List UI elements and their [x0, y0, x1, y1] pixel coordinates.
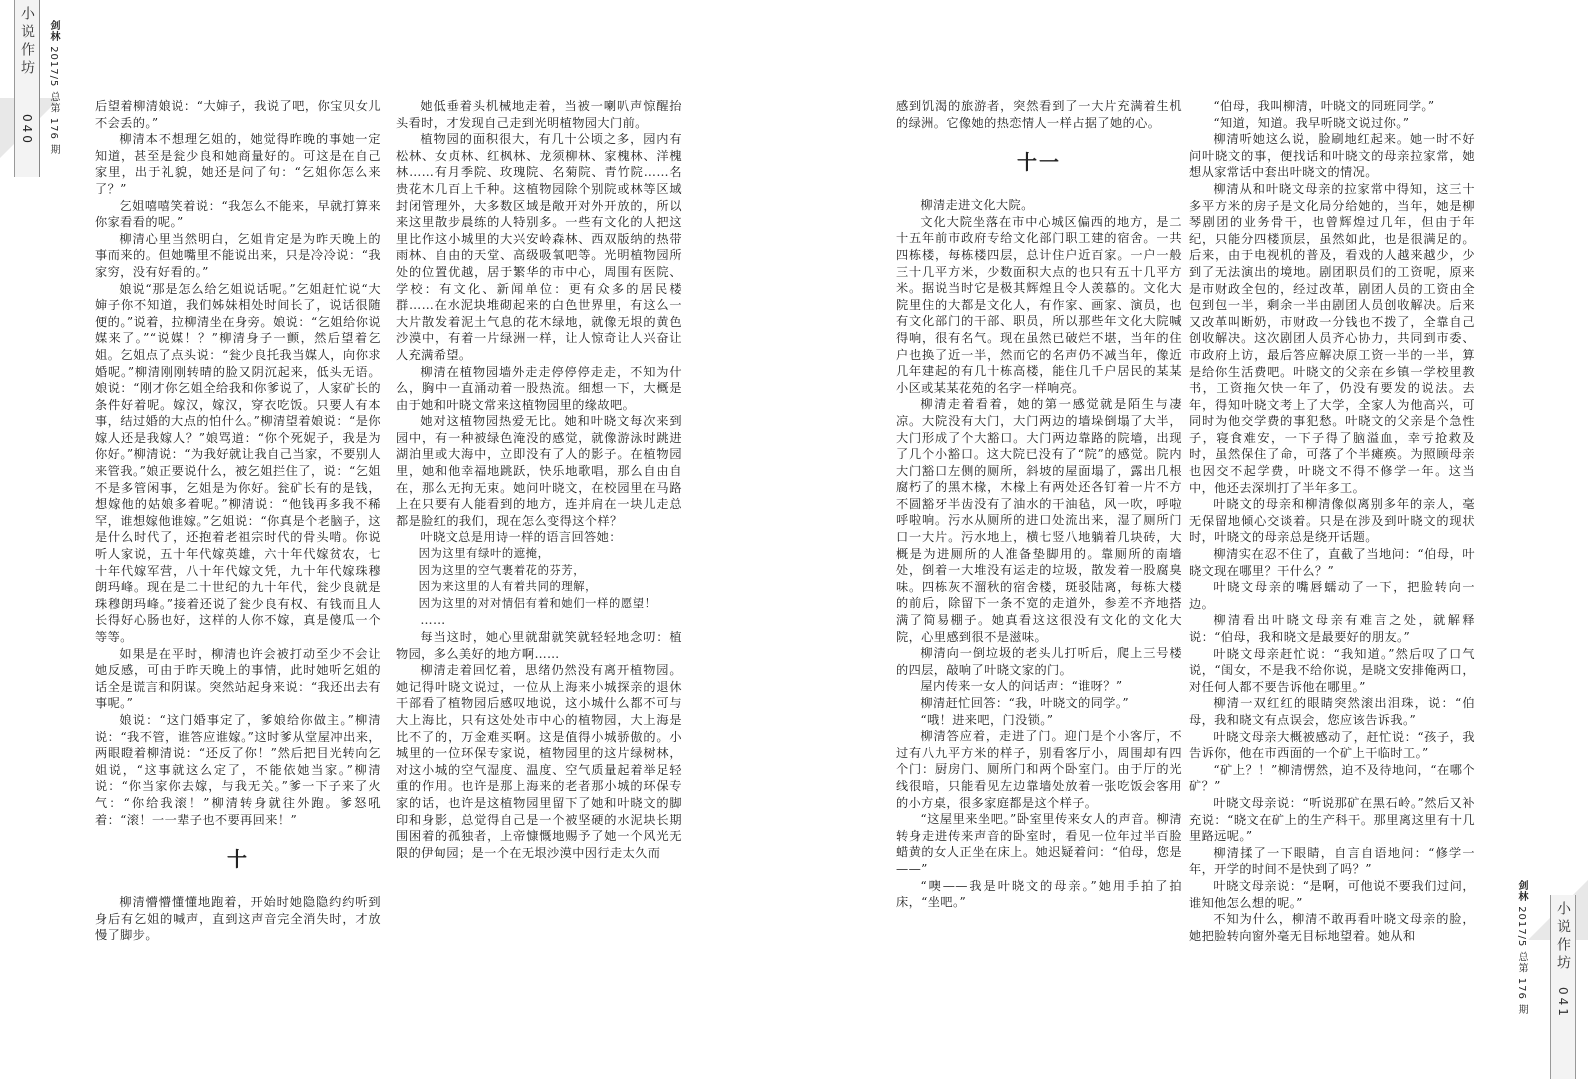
- paragraph: 娘说“那是怎么给乞姐说话呢。”乞姐赶忙说“大婶子你不知道，我们姊妹相处时间长了，说话很随便的。”说着，拉柳清坐在身旁。娘说：“乞姐给你说媒来了。”“说媒！？”柳清身子一颤，然后望着乞姐。乞姐点了点头说：“瓮少良托我当媒人，向你求婚呢。”柳清刚刚转晴的脸又阴沉起来，低头无语。娘说：“刚才你乞姐全给我和你爹说了，人家矿长的条件好着呢。嫁汉，嫁汉，穿衣吃饭。只要人有本事，结过婚的大点的怕什么。”柳清望着娘说：“是你嫁人还是我嫁人？”娘骂道：“你个死妮子，我是为你好。”柳清说：“为我好就让我自己当家，不要别人来管我。”娘正要说什么，被乞姐拦住了，说：“乞姐不是多管闲事，乞姐是为你好。瓮矿长有的是钱，想嫁他的姑娘多着呢。”柳清说：“他钱再多我不稀罕，谁想嫁他谁嫁。”乞姐说：“你真是个老脑子，这是什么时代了，还抱着老祖宗时代的骨头啃。你说听人家说，五十年代嫁英雄，六十年代嫁贫农，七十年代嫁军营，八十年代嫁文凭，九十年代嫁珠穆朗玛峰。现在是二十世纪的九十年代，瓮少良就是珠穆朗玛峰。”接着还说了瓮少良有权、有钱而且人长得好心肠也好，这样的人你不嫁，真是傻瓜一个等等。: [95, 281, 381, 644]
- total-issue: 总第 176 期: [1516, 951, 1527, 1016]
- paragraph: “伯母，我叫柳清，叶晓文的同班同学。”: [1213, 99, 1435, 113]
- paragraph: 如果是在平时，柳清也许会被打动至少不会让她反感，可由于昨天晚上的事情，此时她听乞姐的话全是谎言和阴谋。突然站起身来说：“我还出去有事呢。”: [95, 646, 381, 711]
- paragraph: 每当这时，她心里就甜就笑就轻轻地念叨：植物园，多么美好的地方啊……: [396, 630, 682, 661]
- section-tab-label: 小说作坊: [19, 6, 35, 78]
- poem-line: 因为这里有绿叶的遮掩，: [418, 547, 550, 561]
- paragraph: 她对这植物园热爱无比。她和叶晓文每次来到园中，有一种被绿色淹没的感觉，就像游泳时跳进湖泊里或大海中，立即没有了人的影子。在植物园里，她和他幸福地跳跃，快乐地歌唱，那么自由自在，那么无拘无束。她问叶晓文，在校园里在马路上在只要有人能看到的地方，连并肩在一块儿走总都是脸红的我们，现在怎么变得这个样？: [396, 414, 682, 528]
- page-number-left-wrap: [20, 100, 34, 146]
- paragraph: “噢——我是叶晓文的母亲。”她用手拍了拍床，“坐吧。”: [896, 878, 1182, 910]
- poem-line: 因为来这里的人有着共同的理解，: [418, 580, 598, 594]
- paragraph: 不知为什么，柳清不敢再看叶晓文母亲的脸，她把脸转向窗外毫无目标地望着。她从和: [1189, 912, 1475, 943]
- paragraph: 柳清懵懵懂懂地跑着，开始时她隐隐约约听到身后有乞姐的喊声，直到这声音完全消失时，才放慢了脚步。: [95, 895, 381, 943]
- paragraph: 娘说：“这门婚事定了，爹娘给你做主。”柳清说：“我不管，谁答应谁嫁。”这时爹从堂屋冲出来，两眼瞪着柳清说：“还反了你！”然后把目光转向乞姐说，“这事就这么定了，不能依她当家。”柳清说：“你当家你去嫁，与我无关。”爹一下子来了火气：“你给我滚！”柳清转身就往外跑。爹怒吼着：“滚！一一辈子也不要再回来！”: [95, 712, 381, 827]
- paragraph: “知道，知道。我早听晓文说过你。”: [1213, 115, 1410, 130]
- section-number: 十一: [1017, 150, 1061, 175]
- text-column-2: [396, 98, 682, 1003]
- ellipsis-line: ……: [420, 613, 446, 628]
- paragraph: 叶晓文母亲说：“是啊，可他说不要我们过问，谁知他怎么想的呢。”: [1189, 878, 1475, 910]
- paragraph: “这屋里来坐吧。”卧室里传来女人的声音。柳清转身走进传来声音的卧室时，看见一位年过半百脸蜡黄的女人正坐在床上。她迟疑着问：“伯母，您是——”: [896, 812, 1182, 876]
- poem-line: 因为这里的空气裹着花的芬芳，: [418, 563, 586, 577]
- text-column-4: [1189, 98, 1475, 1003]
- paragraph: 文化大院坐落在市中心城区偏西的地方，是二十五年前市政府专给文化部门职工建的宿舍。一共四栋楼，每栋楼四层，总计住户近百家。一户一般三十几平方米，少数面积大点的也只有五十几平方米。据说当时它是极其辉煌且令人羡慕的。文化大院里住的大都是文化人，有作家、画家、演员，也有文化部门的干部、职员，所以那些年文化大院喊得响，很有名气。现在虽然已破烂不堪，当年的住户也换了近一半，然而它的名声仍不减当年，像近几年建起的有几十栋高楼，能住几千户居民的某某小区或某某花苑的名字一样响亮。: [896, 214, 1182, 395]
- section-tab-right: [1550, 895, 1576, 1079]
- text-column-1: [95, 98, 381, 1003]
- poem-line: 因为这里的对对情侣有着和她们一样的愿望！: [418, 596, 657, 610]
- paragraph: 柳清实在忍不住了，直截了当地问：“伯母，叶晓文现在哪里？干什么？”: [1189, 547, 1475, 578]
- right-page: [794, 0, 1588, 1078]
- issue-number: 2017/5: [1516, 906, 1527, 948]
- running-head-right: [1514, 880, 1529, 1015]
- paragraph: 叶晓文母亲的嘴唇蠕动了一下，把脸转向一边。: [1189, 580, 1475, 611]
- paragraph: 叶晓文母亲说：“听说那矿在黑石岭。”然后又补充说：“晓文在矿上的生产科干。那里离这里有十几里路远呢。”: [1189, 795, 1475, 844]
- paragraph: 柳清揉了一下眼睛，自言自语地问：“修学一年，开学的时间不是快到了吗？”: [1189, 845, 1475, 877]
- text-column-3: [896, 98, 1182, 1003]
- paragraph: 柳清一双红红的眼睛突然滚出泪珠，说：“伯母，我和晓文有点误会，您应该告诉我。”: [1189, 696, 1475, 727]
- issue-number: 2017/5: [48, 46, 59, 88]
- paragraph: 她低垂着头机械地走着，当被一喇叭声惊醒抬头看时，才发现自己走到光明植物园大门前。: [396, 99, 682, 130]
- total-issue: 总第 176 期: [48, 91, 59, 156]
- paragraph: 屋内传来一女人的问话声：“谁呀？”: [920, 679, 1123, 694]
- paragraph: 叶晓文总是用诗一样的语言回答她：: [420, 530, 622, 545]
- page-number-left: 040: [20, 114, 34, 146]
- paragraph: 乞姐嘻嘻笑着说：“我怎么不能来，早就打算来你家看看的呢。”: [95, 198, 381, 230]
- paragraph: 柳清听她这么说，脸刷地红起来。她一时不好问叶晓文的事，便找话和叶晓文的母亲拉家常，她想从家常话中套出叶晓文的情况。: [1189, 132, 1475, 180]
- paragraph: 感到饥渴的旅游者，突然看到了一大片充满着生机的绿洲。它像她的热恋情人一样占据了她的心。: [896, 99, 1182, 130]
- paragraph: 柳清赶忙回答：“我，叶晓文的同学。”: [920, 696, 1129, 710]
- running-head-left: [46, 20, 61, 155]
- paragraph: 柳清心里当然明白，乞姐肯定是为昨天晚上的事而来的。但她嘴里不能说出来，只是冷冷说：“我家穷，没有好看的。”: [95, 231, 381, 279]
- left-page: [0, 0, 794, 1078]
- paragraph: “矿上？！”柳清愣然，迫不及待地问，“在哪个矿？”: [1189, 762, 1475, 794]
- paragraph: “哦！进来吧，门没锁。”: [920, 712, 1054, 727]
- section-tab-label: 小说作坊: [1555, 901, 1571, 973]
- section-tab-left: [14, 0, 40, 177]
- paragraph: 叶晓文的母亲和柳清像似离别多年的亲人，毫无保留地倾心交谈着。只是在涉及到叶晓文的现状时，叶晓文的母亲总是绕开话题。: [1189, 497, 1475, 545]
- paragraph: 植物园的面积很大，有几十公顷之多，园内有松林、女贞林、红枫林、龙须柳林、家槐林、洋槐林……有月季院、玫瑰院、名菊院、青竹院……名贵花木几百上千种。这植物园除个别院或林等区域封闭管理外，大多数区域是敞开对外开放的，所以来这里散步晨练的人特别多。一些有文化的人把这里比作这小城里的大兴安岭森林、西双版纳的热带雨林、自由的天堂、高级吸氧吧等。光明植物园所处的位置优越，居于繁华的市中心，周围有医院、学校：有文化、新闻单位：更有众多的居民楼群……在水泥块堆砌起来的白色世界里，有这么一大片散发着泥土气息的花木绿地，就像无垠的黄色沙漠中，有着一片绿洲一样，让人惊奇让人兴奋让人充满希望。: [396, 132, 682, 362]
- paragraph: 柳清答应着，走进了门。迎门是个小客厅，不过有八九平方米的样子，别看客厅小，周围却有四个门：厨房门、厕所门和两个卧室门。由于厅的光线很暗，只能看见左边靠墙处放着一张吃饭会客用的小方桌，很多家庭都是这个样子。: [896, 729, 1182, 810]
- magazine-name: 剑林: [1516, 880, 1527, 902]
- paragraph: 叶晓文母亲大概被感动了，赶忙说：“孩子，我告诉你，他在市西面的一个矿上干临时工。”: [1189, 729, 1475, 761]
- paragraph: 柳清走着回忆着，思绪仍然没有离开植物园。她记得叶晓文说过，一位从上海来小城探亲的退休干部看了植物园后感叹地说，这小城什么都不可与大上海比，只有这处处市中心的植物园，大上海是比不了的，万金难买啊。这是值得小城骄傲的。小城里的一位环保专家说，植物园里的这片绿树林，对这小城的空气湿度、温度、空气质量起着举足轻重的作用。也许是那上海来的老者那小城的环保专家的话，也许是这植物园里留下了她和叶晓文的脚印和身影，总觉得自己是一个被坚硬的水泥块长期围困着的孤独者，上帝慷慨地赐予了她一个风光无限的伊甸园；是一个在无垠沙漠中因行走太久而: [396, 663, 682, 860]
- paragraph: 柳清向一倒垃圾的老头儿打听后，爬上三号楼的四层，敲响了叶晓文家的门。: [896, 646, 1182, 677]
- paragraph: 叶晓文母亲赶忙说：“我知道。”然后叹了口气说，“闺女，不是我不给你说，是晓文安排俺两口，对任何人都不要告诉他在哪里。”: [1189, 646, 1475, 694]
- paragraph: 柳清从和叶晓文母亲的拉家常中得知，这三十多平方米的房子是文化局分给她的，当年，她是柳琴剧团的业务骨干，也曾辉煌过几年，但由于年纪，只能分四楼顶层，虽然如此，也是很满足的。后来，由于电视机的普及，看戏的人越来越少，少到了无法演出的境地。剧团职员们的工资呢，原来是市财政全包的，经过改革，剧团人员的工资由全包到包一半，剩余一半由剧团人员创收解决。后来又改革叫断奶，市财政一分钱也不拨了，全靠自己创收解决。这次剧团人员齐心协力，共同到市委、市政府上访，最后答应解决原工资一半的一半，算是给你生活费吧。叶晓文的父亲在乡镇一学校里教书，工资拖欠快一年了，仍没有要发的说法。去年，得知叶晓文考上了大学，全家人为他高兴，可同时为他交学费的事犯愁。叶晓文的父亲是个急性子，寝食难安，一下子得了脑溢血，幸亏抢救及时，虽然保住了命，可落了个半瘫痪。为照顾母亲也因交不起学费，叶晓文不得不修学一年。这当中，他还去深圳打了半年多工。: [1189, 181, 1475, 495]
- paragraph: 柳清在植物园墙外走走停停停走走，不知为什么，胸中一直涌动着一股热流。细想一下，大概是由于她和叶晓文常来这植物园里的缘故吧。: [396, 364, 682, 412]
- paragraph: 柳清看出叶晓文母亲有难言之处，就解释说：“伯母，我和晓文是最要好的朋友。”: [1189, 613, 1475, 644]
- paragraph: 柳清本不想理乞姐的，她觉得昨晚的事她一定知道，甚至是瓮少良和她商量好的。可这是在自己家里，出于礼貌，她还是问了句：“乞姐你怎么来了？”: [95, 132, 381, 196]
- magazine-name: 剑林: [48, 20, 59, 42]
- paragraph: 柳清走着看着，她的第一感觉就是陌生与凄凉。大院没有大门，大门两边的墙垛倒塌了大半，大门形成了个大豁口。大门两边靠路的院墙，出现了几个小豁口。这大院已没有了“院”的感觉。院内大门豁口左侧的厕所，斜坡的屋面塌了，露出几根腐朽了的黑木椽，木椽上有两处还各钉着一片不方不圆豁牙半齿没有了油水的干油毡，风一吹，呼啦呼啦响。污水从厕所的进口处流出来，湿了厕所门口一大片。污水地上，横七竖八地躺着几块砖，大概是为进厕所的人准备垫脚用的。靠厕所的南墙处，倒着一大堆没有运走的垃圾，散发着一股腐臭味。四栋灰不溜秋的宿舍楼，斑驳陆离，每栋大楼的前后，除留下一条不宽的走道外，参差不齐地搭满了简易棚子。她真看这这很没有文化的文化大院，心里感到很不是滋味。: [896, 397, 1182, 644]
- paragraph: 柳清走进文化大院。: [920, 198, 1034, 213]
- page-number-right: 041: [1556, 987, 1570, 1019]
- section-number: 十: [227, 847, 249, 872]
- paragraph: 后望着柳清娘说：“大婶子，我说了吧，你宝贝女儿不会丢的。”: [95, 99, 381, 130]
